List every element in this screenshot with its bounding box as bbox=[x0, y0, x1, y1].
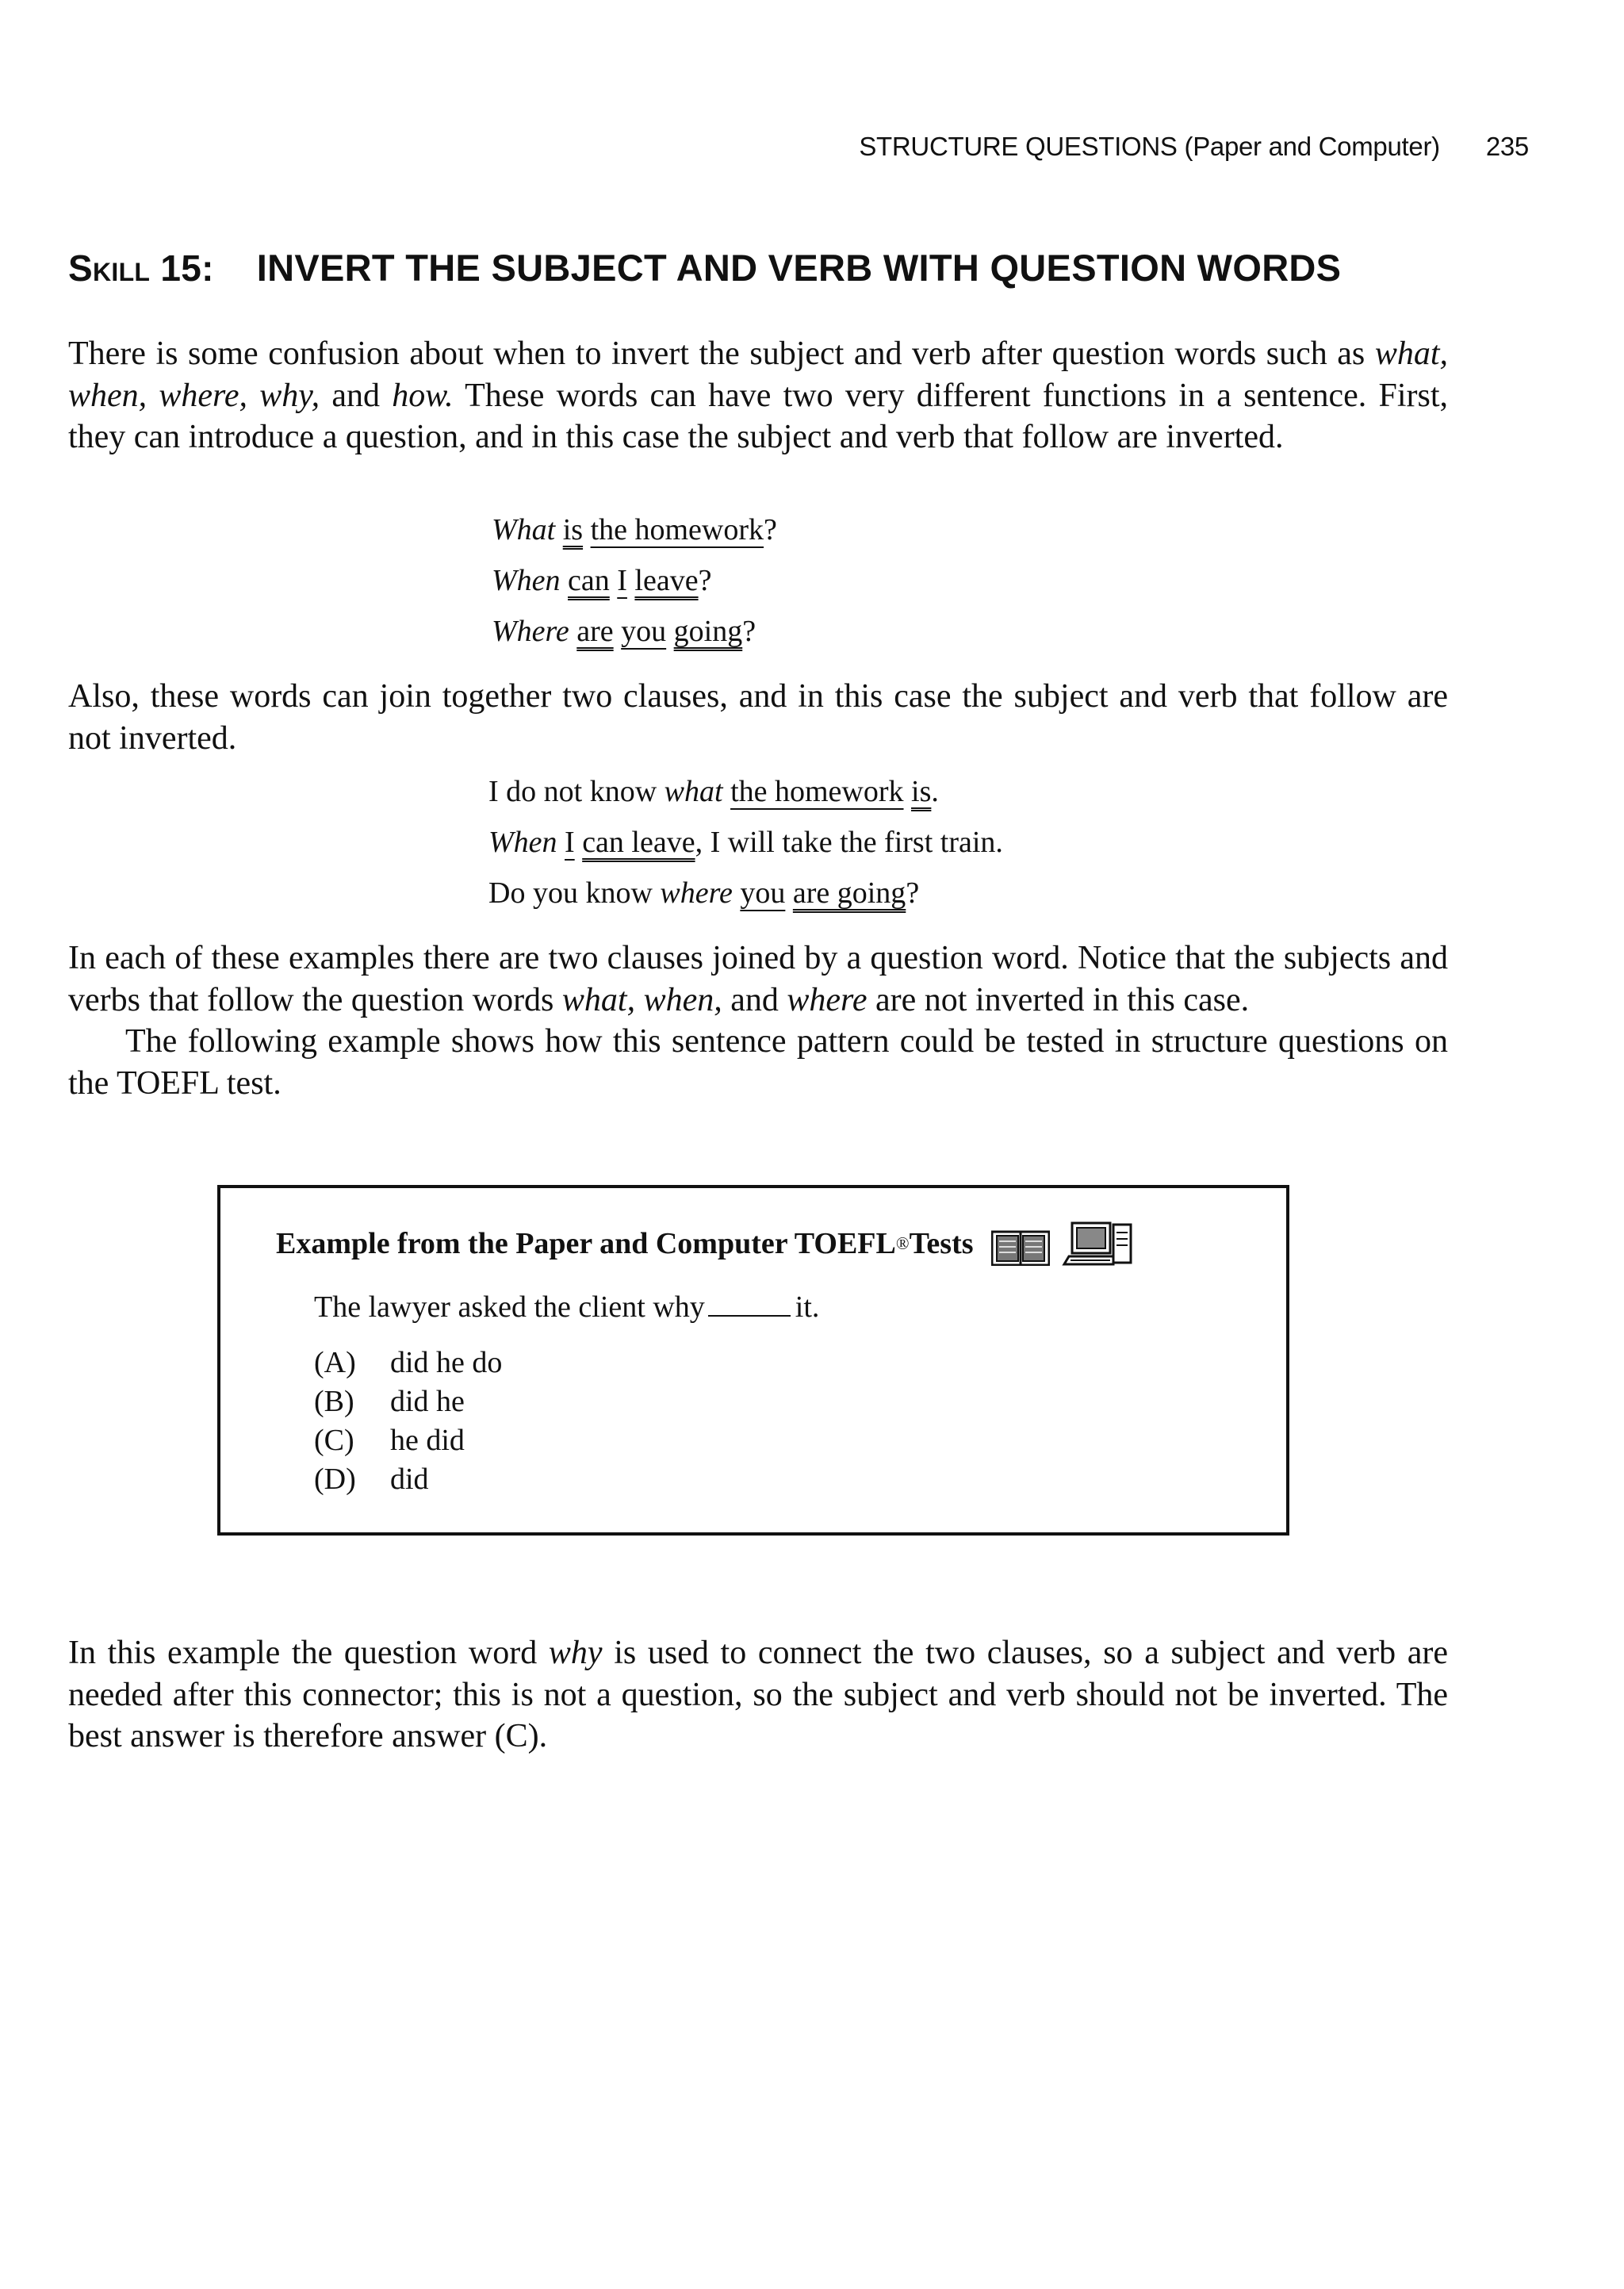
verb: can leave bbox=[582, 826, 695, 859]
question-examples bbox=[492, 504, 777, 657]
verb: can bbox=[568, 564, 610, 597]
option-b bbox=[314, 1382, 502, 1421]
running-title: STRUCTURE QUESTIONS (Paper and Computer) bbox=[859, 132, 1440, 161]
subject: I bbox=[617, 564, 627, 597]
question-word: Where bbox=[492, 615, 569, 648]
example-line bbox=[492, 555, 777, 606]
verb: are going bbox=[792, 876, 906, 910]
option-letter: (B) bbox=[314, 1385, 354, 1418]
conclusion-text-1: In this example the question word bbox=[68, 1635, 549, 1671]
subject: you bbox=[740, 876, 786, 910]
question-word: When bbox=[492, 564, 561, 597]
computer-test-icon bbox=[1061, 1221, 1134, 1266]
verb: are bbox=[576, 615, 614, 648]
lead-text: Do you know bbox=[488, 876, 661, 910]
skill-heading bbox=[68, 246, 1341, 289]
option-text: did bbox=[390, 1463, 429, 1496]
clause-examples bbox=[488, 766, 1003, 918]
verb: going bbox=[673, 615, 743, 648]
option-letter: (C) bbox=[314, 1424, 354, 1457]
explanation-and: and bbox=[722, 981, 787, 1018]
question-word: where bbox=[660, 876, 733, 910]
page-number: 235 bbox=[1485, 132, 1529, 161]
example-title-tests: Tests bbox=[909, 1227, 974, 1260]
running-head bbox=[859, 132, 1529, 162]
punct: . bbox=[931, 775, 939, 808]
conclusion-paragraph bbox=[68, 1632, 1448, 1758]
subject: the homework bbox=[590, 513, 764, 546]
middle-text: Also, these words can join together two clauses, and in this case the subject and verb that follow are not inverted. bbox=[68, 678, 1448, 757]
option-letter: (D) bbox=[314, 1463, 356, 1496]
test-icons bbox=[991, 1221, 1134, 1266]
intro-how: how. bbox=[392, 377, 454, 414]
option-text: he did bbox=[390, 1424, 465, 1457]
punct: ? bbox=[764, 513, 777, 546]
example-line bbox=[488, 817, 1003, 868]
example-line bbox=[488, 766, 1003, 817]
intro-text-1: There is some confusion about when to invert the subject and verb after question words such as bbox=[68, 335, 1375, 372]
registered-mark: ® bbox=[895, 1233, 910, 1253]
answer-blank bbox=[708, 1315, 791, 1317]
verb: is bbox=[911, 775, 932, 808]
intro-text-2: These words can have two very different functions in a sentence. First, they can introduce a question, and in this case the subject and verb that follow are inverted. bbox=[68, 377, 1448, 455]
question-word: what bbox=[664, 775, 723, 808]
example-line bbox=[492, 606, 777, 657]
explanation-words: what, when, bbox=[561, 981, 722, 1018]
question-end: it. bbox=[795, 1290, 820, 1324]
subject: you bbox=[621, 615, 667, 648]
following-text: The following example shows how this sentence pattern could be tested in structure questions on the TOEFL test. bbox=[68, 1023, 1448, 1102]
paper-test-icon bbox=[991, 1229, 1050, 1266]
verb: leave bbox=[634, 564, 699, 597]
answer-options bbox=[314, 1344, 502, 1499]
example-box bbox=[217, 1185, 1289, 1536]
punct: ? bbox=[906, 876, 920, 910]
example-title-text: Example from the Paper and Computer TOEFL bbox=[276, 1227, 896, 1260]
option-text: did he do bbox=[390, 1346, 503, 1379]
question-word: What bbox=[492, 513, 556, 546]
explanation-paragraph bbox=[68, 937, 1448, 1104]
question-text: The lawyer asked the client why bbox=[314, 1290, 705, 1324]
option-d bbox=[314, 1460, 502, 1499]
subject: I bbox=[565, 826, 575, 859]
skill-label: Skill 15: bbox=[68, 247, 214, 289]
middle-paragraph bbox=[68, 676, 1448, 759]
intro-and: and bbox=[320, 377, 393, 414]
example-box-title bbox=[276, 1221, 1134, 1266]
intro-paragraph bbox=[68, 333, 1448, 458]
option-a bbox=[314, 1344, 502, 1382]
explanation-text-2: are not inverted in this case. bbox=[867, 981, 1250, 1018]
option-letter: (A) bbox=[314, 1346, 356, 1379]
explanation-where: where bbox=[787, 981, 868, 1018]
explanation-text-1: In each of these examples there are two clauses joined by a question word. Notice that the subjects and verbs that follow the question words bbox=[68, 940, 1448, 1018]
punct: ? bbox=[742, 615, 756, 648]
rest-text: , I will take the first train. bbox=[695, 826, 1003, 859]
example-question bbox=[314, 1290, 819, 1325]
verb: is bbox=[562, 513, 584, 546]
example-line bbox=[488, 868, 1003, 918]
skill-title: INVERT THE SUBJECT AND VERB WITH QUESTION WORDS bbox=[256, 247, 1342, 289]
conclusion-text-2: is used to connect the two clauses, so a subject and verb are needed after this connector; this is not a question, so the subject and verb should not be inverted. The best answer is therefore answer (C). bbox=[68, 1635, 1448, 1754]
intro-question-words: what, when, where, why, bbox=[68, 335, 1448, 414]
example-line bbox=[492, 504, 777, 555]
punct: ? bbox=[698, 564, 712, 597]
subject: the homework bbox=[730, 775, 904, 808]
question-word: When bbox=[488, 826, 557, 859]
option-text: did he bbox=[390, 1385, 465, 1418]
conclusion-why: why bbox=[548, 1635, 603, 1671]
option-c bbox=[314, 1421, 502, 1460]
lead-text: I do not know bbox=[488, 775, 665, 808]
